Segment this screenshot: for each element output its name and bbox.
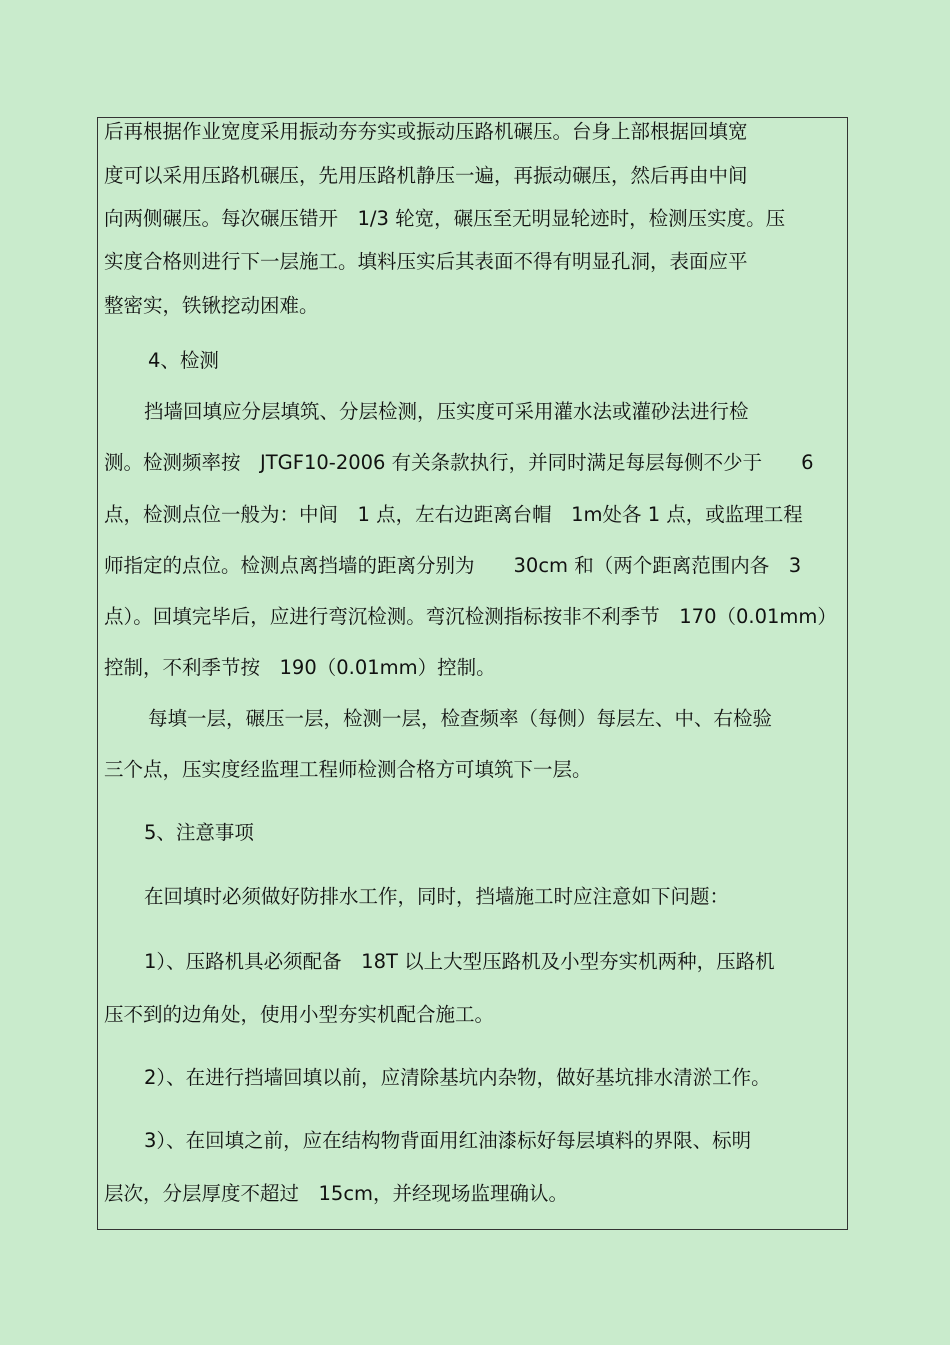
list-item-1: 1）、压路机具必须配备 18T 以上大型压路机及小型夯实机两种，压路机 xyxy=(144,950,775,973)
list-item-3: 3）、在回填之前，应在结构物背面用红油漆标好每层填料的界限、标明 xyxy=(144,1129,752,1152)
text-line: 挡墙回填应分层填筑、分层检测，压实度可采用灌水法或灌砂法进行检 xyxy=(144,400,749,423)
text-line: 点，检测点位一般为：中间 1 点，左右边距离台帽 1m处各 1 点，或监理工程 xyxy=(104,503,803,526)
text-line: 实度合格则进行下一层施工。填料压实后其表面不得有明显孔洞，表面应平 xyxy=(104,250,748,273)
section-heading-notes: 5、注意事项 xyxy=(144,821,254,844)
text-line: 每填一层，碾压一层，检测一层，检查频率（每侧）每层左、中、右检验 xyxy=(148,707,773,730)
list-item-2: 2）、在进行挡墙回填以前，应清除基坑内杂物，做好基坑排水清淤工作。 xyxy=(144,1066,771,1089)
text-line: 压不到的边角处，使用小型夯实机配合施工。 xyxy=(104,1003,495,1026)
text-line: 师指定的点位。检测点离挡墙的距离分别为 30cm 和（两个距离范围内各 3 xyxy=(104,554,802,577)
text-line: 整密实，铁锹挖动困难。 xyxy=(104,294,319,317)
text-line: 点）。回填完毕后，应进行弯沉检测。弯沉检测指标按非不利季节 170（0.01mm） xyxy=(104,605,837,628)
text-line: 后再根据作业宽度采用振动夯夯实或振动压路机碾压。台身上部根据回填宽 xyxy=(104,120,748,143)
text-line: 控制，不利季节按 190（0.01mm）控制。 xyxy=(104,656,496,679)
text-line: 测。检测频率按 JTGF10-2006 有关条款执行，并同时满足每层每侧不少于 6 xyxy=(104,451,814,474)
text-line: 度可以采用压路机碾压，先用压路机静压一遍，再振动碾压，然后再由中间 xyxy=(104,164,748,187)
text-line: 在回填时必须做好防排水工作，同时，挡墙施工时应注意如下问题： xyxy=(144,885,730,908)
text-line: 层次，分层厚度不超过 15cm，并经现场监理确认。 xyxy=(104,1182,569,1205)
text-line: 向两侧碾压。每次碾压错开 1/3 轮宽，碾压至无明显轮迹时，检测压实度。压 xyxy=(104,207,786,230)
section-heading-inspection: 4、检测 xyxy=(148,349,219,372)
text-line: 三个点，压实度经监理工程师检测合格方可填筑下一层。 xyxy=(104,758,592,781)
